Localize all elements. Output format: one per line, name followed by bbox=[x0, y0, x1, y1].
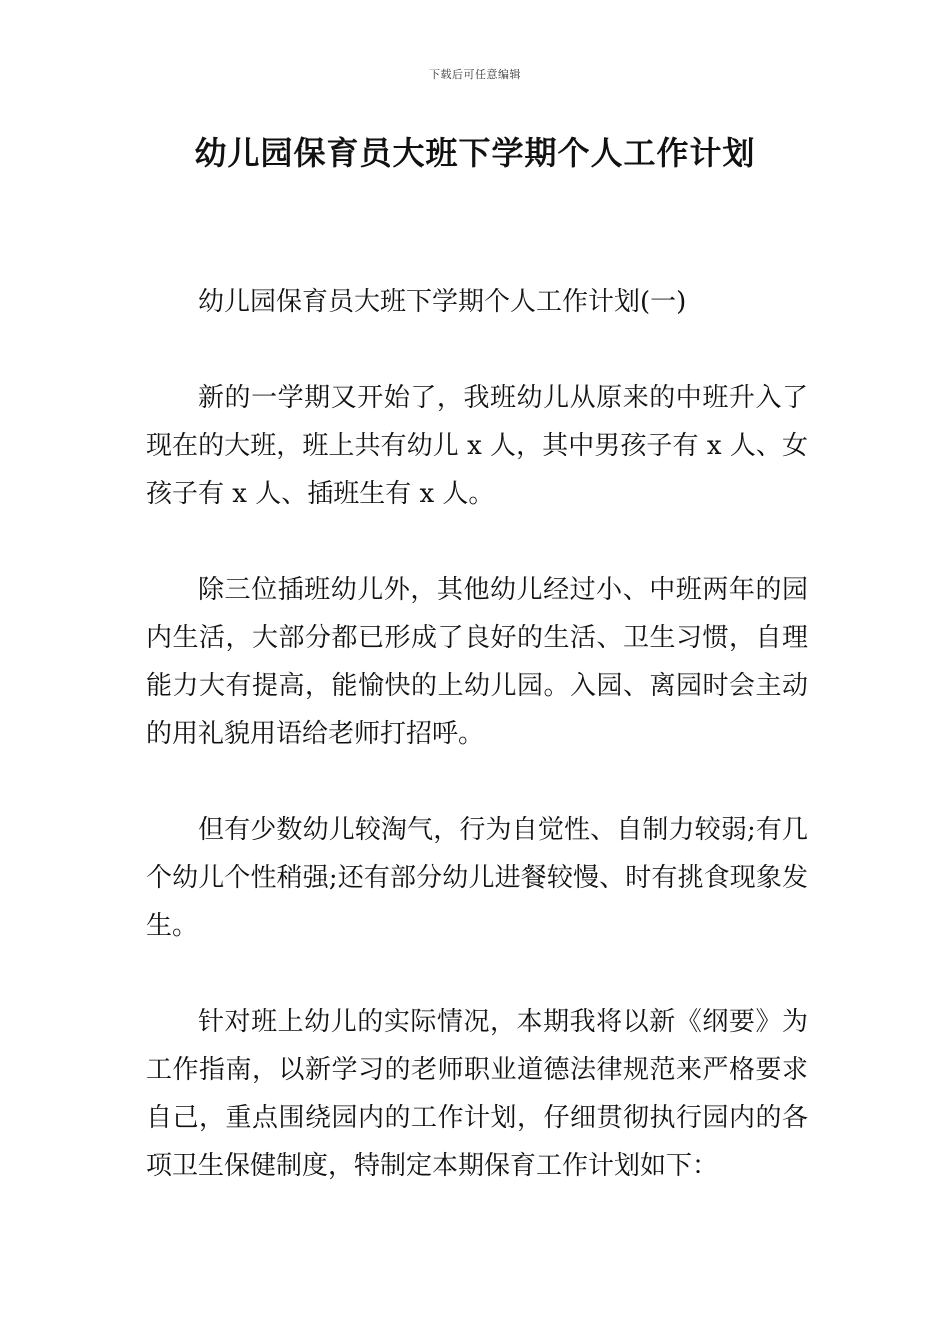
paragraph-plan: 针对班上幼儿的实际情况，本期我将以新《纲要》为工作指南，以新学习的老师职业道德法律规范来严格要求自己，重点围绕园内的工作计划，仔细贯彻执行园内的各项卫生保健制度，特制定本期保育工作计划如下： bbox=[146, 1007, 808, 1181]
paragraph-habits: 除三位插班幼儿外，其他幼儿经过小、中班两年的园内生活，大部分都已形成了良好的生活、卫生习惯，自理能力大有提高，能愉快的上幼儿园。入园、离园时会主动的用礼貌用语给老师打招呼。 bbox=[146, 575, 808, 749]
paragraph-issues: 但有少数幼儿较淘气，行为自觉性、自制力较弱;有几个幼儿个性稍强;还有部分幼儿进餐较慢、时有挑食现象发生。 bbox=[146, 815, 808, 941]
header-note: 下载后可任意编辑 bbox=[429, 68, 521, 81]
paragraph-intro: 新的一学期又开始了，我班幼儿从原来的中班升入了现在的大班，班上共有幼儿 x 人，其中男孩子有 x 人、女孩子有 x 人、插班生有 x 人。 bbox=[146, 383, 808, 509]
document-body bbox=[146, 278, 808, 1238]
document-title: 幼儿园保育员大班下学期个人工作计划 bbox=[194, 134, 756, 172]
section-subheading: 幼儿园保育员大班下学期个人工作计划(一) bbox=[198, 287, 687, 317]
